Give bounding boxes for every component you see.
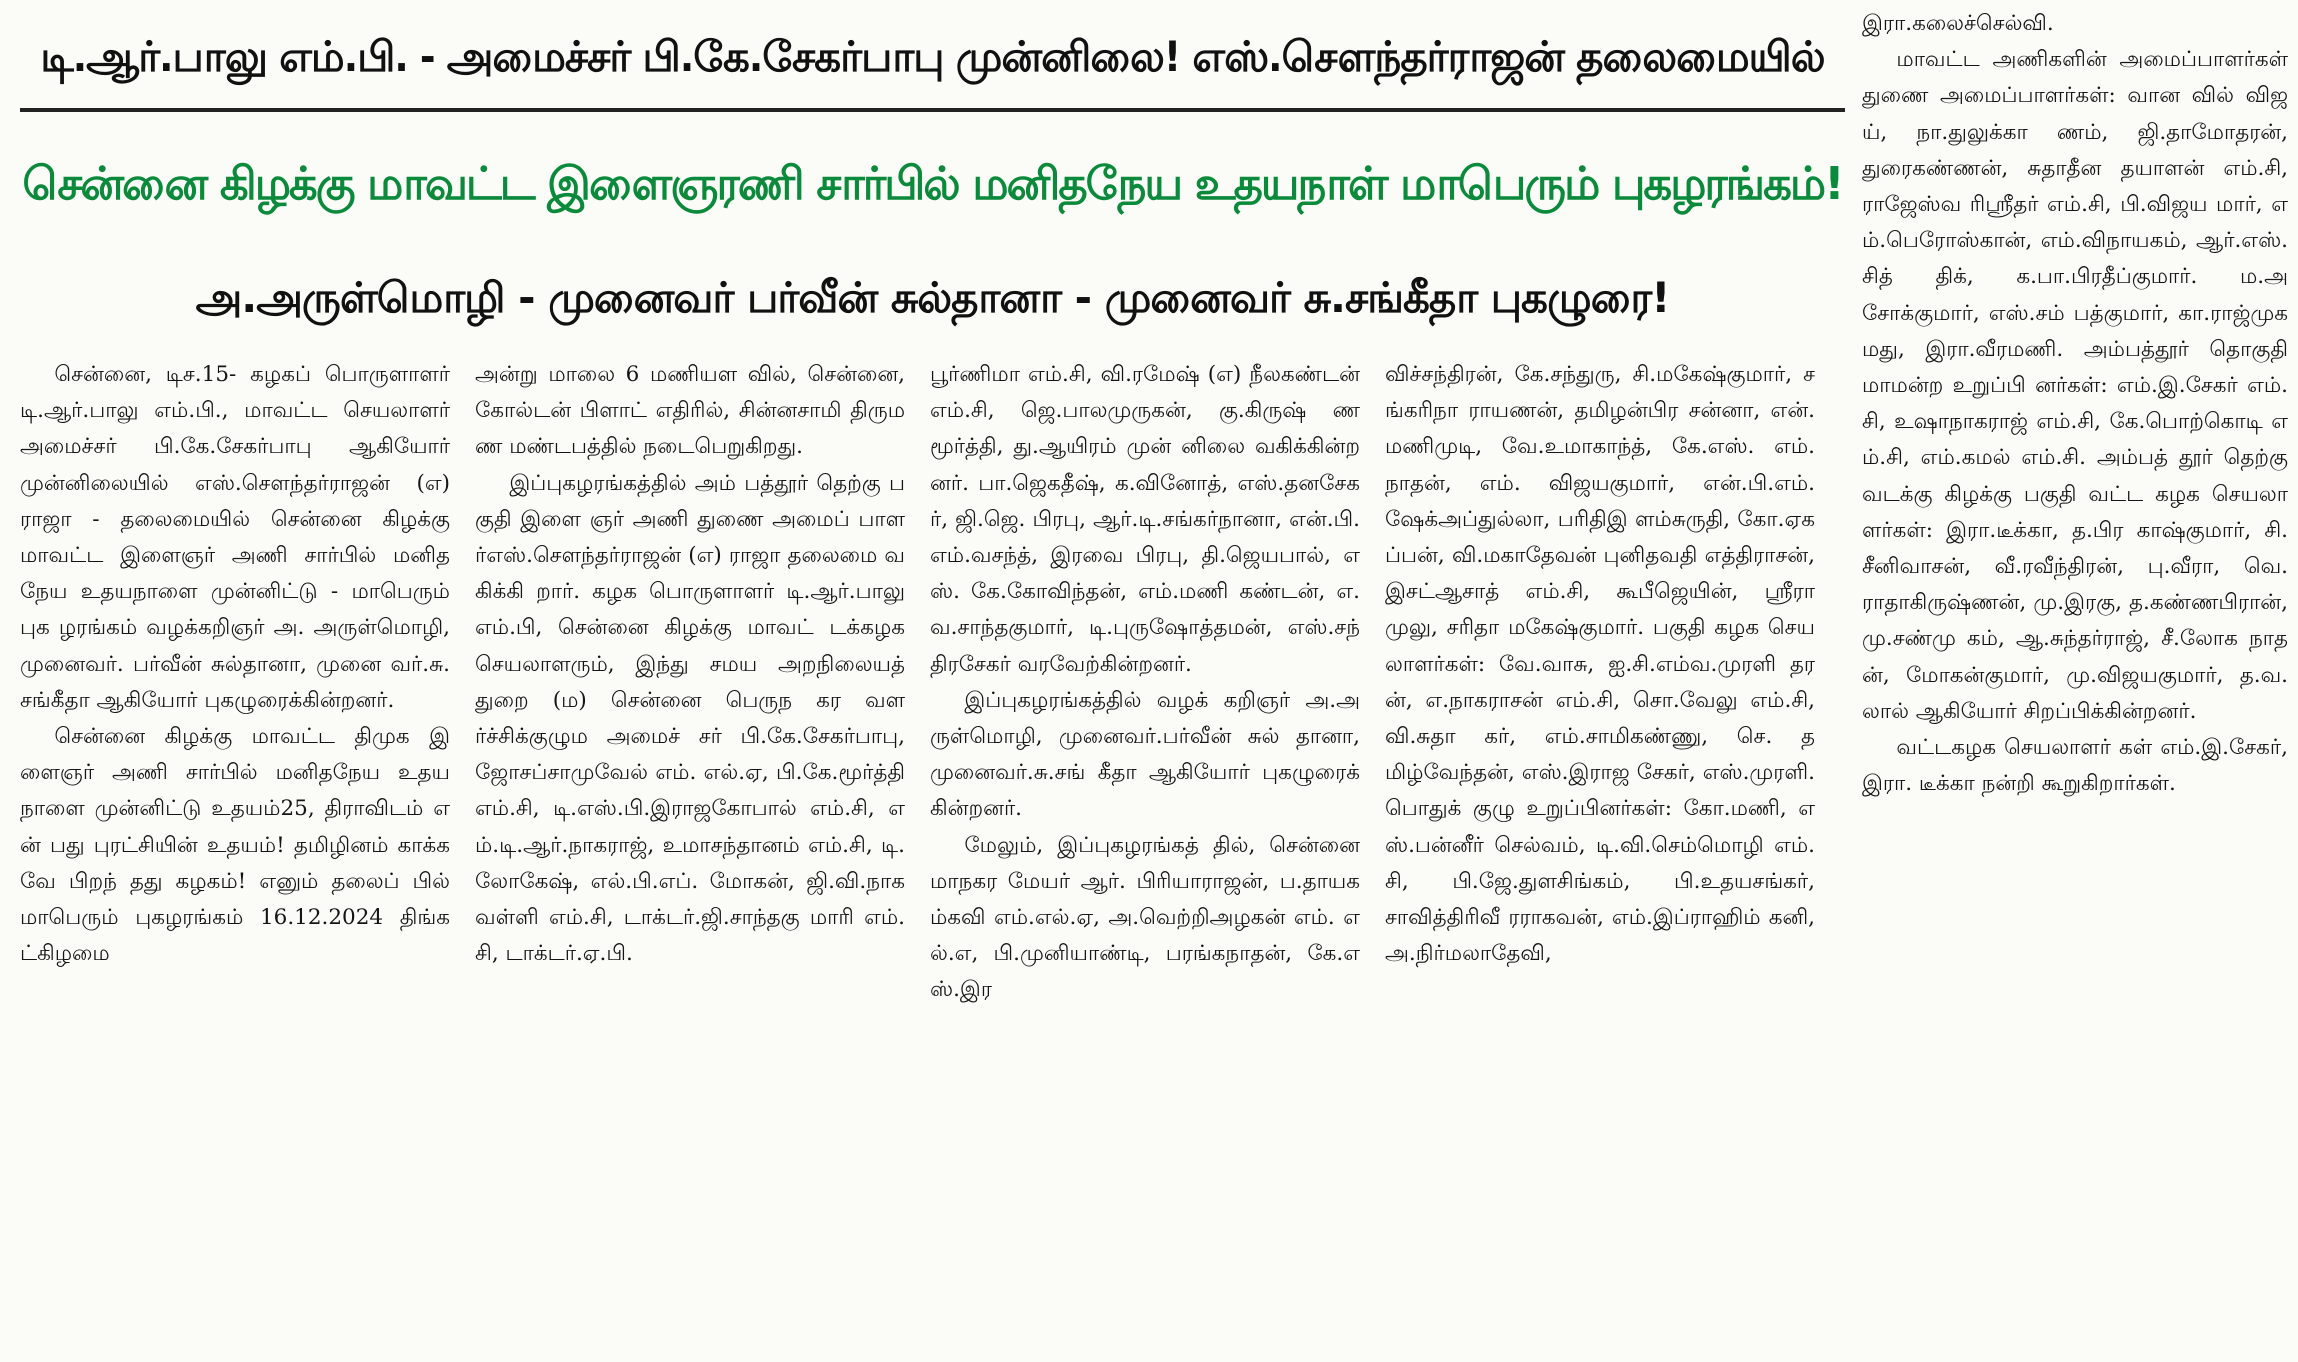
- article-column-2: [475, 357, 905, 1357]
- column-5-paragraph-2: மாவட்ட அணிகளின் அமைப்பாளர்கள் துணை அமைப்பாளர்கள்: வான வில் விஜய், நா.துலுக்கா ணம், ஜி.தாமோதரன், துரைகண்ணன், சுதாதீன தயாளன் எம்.சி, ராஜேஸ்வ ரிஸ்ரீதர் எம்.சி, பி.விஜய மார், எம்.பெரோஸ்கான், எம்.விநாயகம், ஆர்.எஸ்.சித் திக், க.பா.பிரதீப்குமார். ம.அசோக்குமார், எஸ்.சம் பத்குமார், கா.ராஜ்முகமது, இரா.வீரமணி. அம்பத்தூர் தொகுதி மாமன்ற உறுப்பி னர்கள்: எம்.இ.சேகர் எம். சி, உஷாநாகராஜ் எம்.சி, கே.பொற்கொடி எம்.சி, எம்.கமல் எம்.சி. அம்பத் தூர் தெற்கு வடக்கு கிழக்கு பகுதி வட்ட கழக செயலா ளர்கள்: இரா.டீக்கா, த.பிர காஷ்குமார், சி.சீனிவாசன், வீ.ரவீந்திரன், பு.வீரா, வெ. ராதாகிருஷ்ணன், மு.இரகு, த.கண்ணபிரான், மு.சண்மு கம், ஆ.சுந்தர்ராஜ், சீ.லோக நாதன், மோகன்குமார், மு.விஜயகுமார், த.வ.லால் ஆகியோர் சிறப்பிக்கின்றனர்.: [1862, 47, 2288, 724]
- column-4-paragraph-1: விச்சந்திரன், கே.சந்துரு, சி.மகேஷ்குமார், சங்கரிநா ராயணன், தமிழன்பிர சன்னா, என்.மணிமுடி, வே.உமாகாந்த், கே.எஸ். எம்.நாதன், எம். விஜயகுமார், என்.பி.எம். ஷேக்அப்துல்லா, பரிதிஇ ளம்சுருதி, கோ.ஏகப்பன், வி.மகாதேவன் புனிதவதி எத்திராசன், இசட்ஆசாத் எம்.சி, கூபீஜெயின், ஸ்ரீரா முலு, சரிதா மகேஷ்குமார். பகுதி கழக செயலாளர்கள்: வே.வாசு, ஐ.சி.எம்வ.முரளி தரன், எ.நாகராசன் எம்.சி, சொ.வேலு எம்.சி, வி.சுதா கர், எம்.சாமிகண்ணு, செ. தமிழ்வேந்தன், எஸ்.இராஜ சேகர், எஸ்.முரளி. பொதுக் குழு உறுப்பினர்கள்: கோ.மணி, எஸ்.பன்னீர் செல்வம், டி.வி.செம்மொழி எம்.சி, பி.ஜே.துளசிங்கம், பி.உதயசங்கர், சாவித்திரிவீ ரராகவன், எம்.இப்ராஹிம் கனி, அ.நிர்மலாதேவி,: [1385, 362, 1815, 967]
- headline: சென்னை கிழக்கு மாவட்ட இளைஞரணி சார்பில் மனிதநேய உதயநாள் மாபெரும் புகழரங்கம்!: [22, 157, 1843, 210]
- article-main: [20, 10, 1850, 1355]
- article-column-1: [20, 357, 450, 1357]
- article-column-5: [1862, 6, 2288, 1356]
- subheadline: அ.அருள்மொழி - முனைவர் பர்வீன் சுல்தானா - முனைவர் சு.சங்கீதா புகழுரை!: [195, 273, 1670, 322]
- kicker-rule: [20, 108, 1845, 112]
- column-2-paragraph-2: இப்புகழரங்கத்தில் அம் பத்தூர் தெற்கு பகுதி இளை ஞர் அணி துணை அமைப் பாளர்எஸ்.சௌந்தர்ராஜன் (எ) ராஜா தலைமை வகிக்கி றார். கழக பொருளாளர் டி.ஆர்.பாலு எம்.பி, சென்னை கிழக்கு மாவட் டக்கழக செயலாளரும், இந்து சமய அறநிலையத் துறை (ம) சென்னை பெருந கர வளர்ச்சிக்குழும அமைச் சர் பி.கே.சேகர்பாபு, ஜோசப்சாமுவேல் எம். எல்.ஏ, பி.கே.மூர்த்தி எம்.சி, டி.எஸ்.பி.இராஜகோபால் எம்.சி, எம்.டி.ஆர்.நாகராஜ், உமாசந்தானம் எம்.சி, டி. லோகேஷ், எல்.பி.எப். மோகன், ஜி.வி.நாகவள்ளி எம்.சி, டாக்டர்.ஜி.சாந்தகு மாரி எம்.சி, டாக்டர்.ஏ.பி.: [475, 470, 905, 967]
- column-1-paragraph-1: சென்னை, டிச.15- கழகப் பொருளாளர் டி.ஆர்.பாலு எம்.பி., மாவட்ட செயலாளர் அமைச்சர் பி.கே.சேகர்பாபு ஆகியோர் முன்னிலையில் எஸ்.சௌந்தர்ராஜன் (எ) ராஜா - தலைமையில் சென்னை கிழக்கு மாவட்ட இளைஞர் அணி சார்பில் மனிதநேய உதயநாளை முன்னிட்டு - மாபெரும் புக ழரங்கம் வழக்கறிஞர் அ. அருள்மொழி, முனைவர். பர்வீன் சுல்தானா, முனை வர்.சு.சங்கீதா ஆகியோர் புகழுரைக்கின்றனர்.: [20, 362, 450, 713]
- article-column-4: [1385, 357, 1815, 1357]
- column-5-paragraph-1: இரா.கலைச்செல்வி.: [1862, 11, 2054, 36]
- article-columns: [20, 357, 1850, 1357]
- column-2-paragraph-1: அன்று மாலை 6 மணியள வில், சென்னை, கோல்டன் பிளாட் எதிரில், சின்னசாமி திருமண மண்டபத்தில் நடைபெறுகிறது.: [475, 362, 905, 460]
- column-3-paragraph-1: பூர்ணிமா எம்.சி, வி.ரமேஷ் (எ) நீலகண்டன் எம்.சி, ஜெ.பாலமுருகன், கு.கிருஷ் ணமூர்த்தி, து.ஆயிரம் முன் னிலை வகிக்கின்றனர். பா.ஜெகதீஷ், க.வினோத், எஸ்.தனசேகர், ஜி.ஜெ. பிரபு, ஆர்.டி.சங்கர்நானா, என்.பி.எம்.வசந்த், இரவை பிரபு, தி.ஜெயபால், எஸ். கே.கோவிந்தன், எம்.மணி கண்டன், எ.வ.சாந்தகுமார், டி.புருஷோத்தமன், எஸ்.சந் திரசேகர் வரவேற்கின்றனர்.: [930, 362, 1360, 677]
- article-column-3: [930, 357, 1360, 1357]
- column-1-paragraph-2: சென்னை கிழக்கு மாவட்ட திமுக இளைஞர் அணி சார்பில் மனிதநேய உதயநாளை முன்னிட்டு உதயம்25, திராவிடம் என் பது புரட்சியின் உதயம்! தமிழினம் காக்கவே பிறந் தது கழகம்! எனும் தலைப் பில் மாபெரும் புகழரங்கம் 16.12.2024 திங்கட்கிழமை: [20, 724, 450, 967]
- column-5-paragraph-3: வட்டகழக செயலாளர் கள் எம்.இ.சேகர், இரா. டீக்கா நன்றி கூறுகிறார்கள்.: [1862, 735, 2288, 797]
- column-3-paragraph-2: இப்புகழரங்கத்தில் வழக் கறிஞர் அ.அருள்மொழி, முனைவர்.பர்வீன் சுல் தானா, முனைவர்.சு.சங் கீதா ஆகியோர் புகழுரைக் கின்றனர்.: [930, 687, 1360, 822]
- kicker-line: டி.ஆர்.பாலு எம்.பி. - அமைச்சர் பி.கே.சேகர்பாபு முன்னிலை! எஸ்.சௌந்தர்ராஜன் தலைமையில்: [40, 32, 1825, 81]
- column-3-paragraph-3: மேலும், இப்புகழரங்கத் தில், சென்னை மாநகர மேயர் ஆர். பிரியாராஜன், ப.தாயகம்கவி எம்.எல்.ஏ, அ.வெற்றிஅழகன் எம். எல்.எ, பி.முனியாண்டி, பரங்கநாதன், கே.எஸ்.இர: [930, 832, 1360, 1003]
